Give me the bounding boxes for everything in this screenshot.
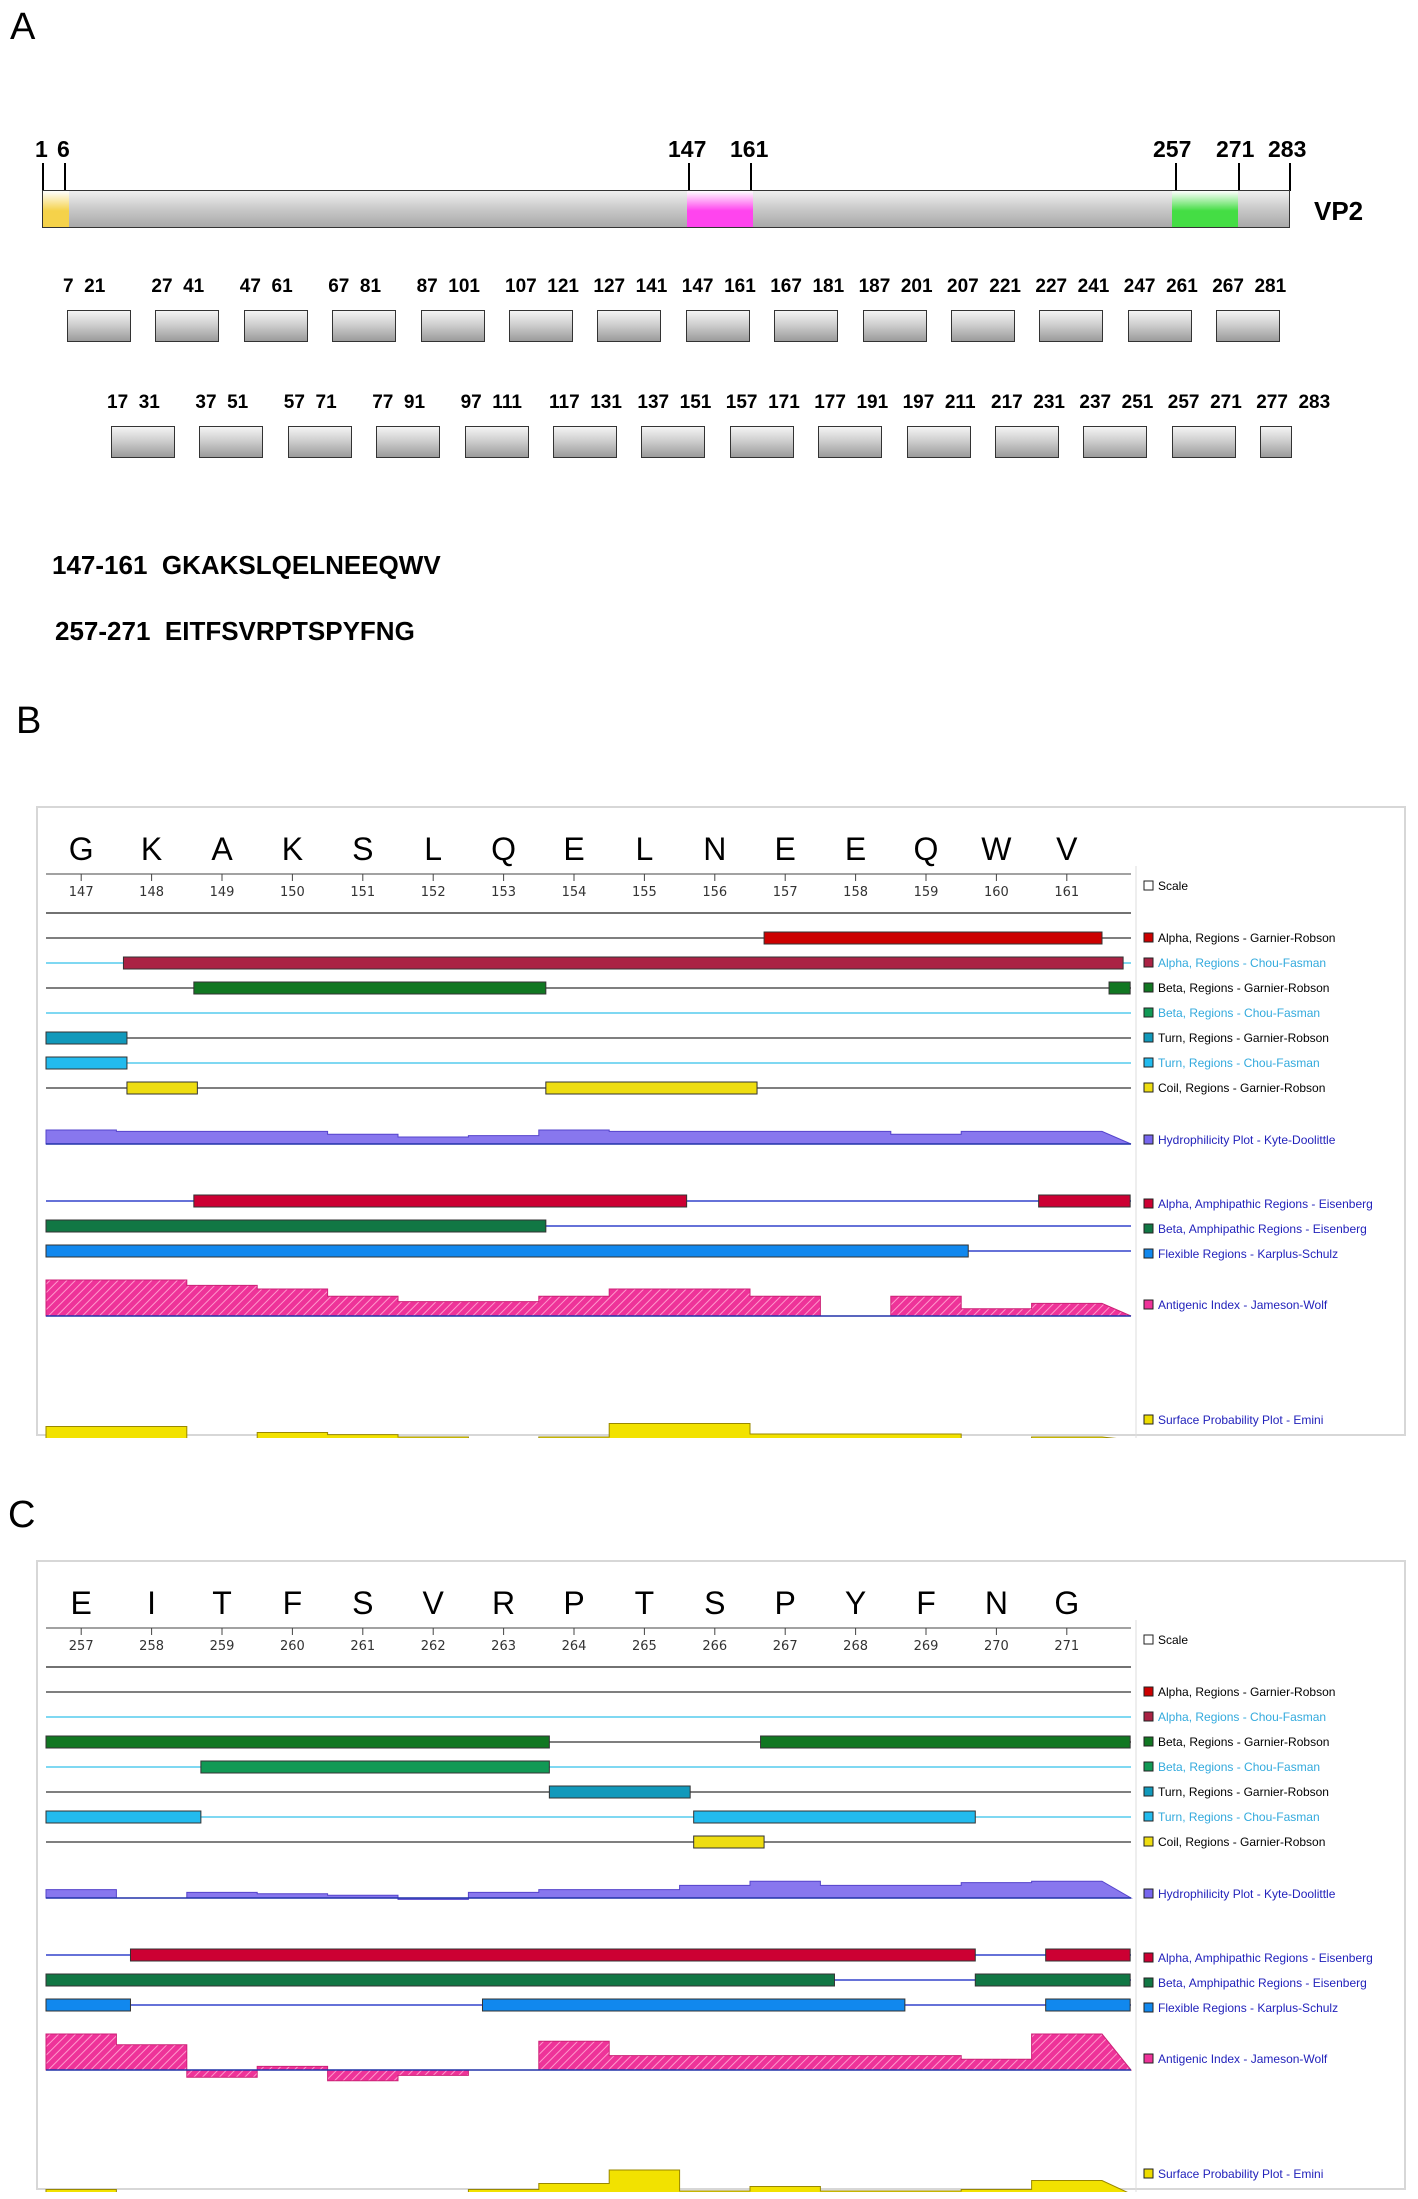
peptide-label	[637, 392, 711, 414]
surface-probability-plot	[46, 2170, 1131, 2192]
peptide-box	[686, 310, 750, 342]
peptide-start: 97	[460, 392, 482, 413]
scale-number: 265	[631, 1639, 657, 1654]
peptide-label	[903, 392, 976, 414]
legend-label: Scale	[1158, 1633, 1189, 1647]
legend-label: Turn, Regions - Garnier-Robson	[1158, 1031, 1329, 1045]
peptide-box	[421, 310, 485, 342]
residue-letter: I	[147, 1585, 157, 1621]
legend-label: Alpha, Amphipathic Regions - Eisenberg	[1158, 1197, 1373, 1211]
residue-letter: G	[68, 831, 94, 867]
residue-letter: E	[70, 1585, 92, 1621]
peptide-box	[641, 426, 705, 458]
peptide-end: 31	[138, 392, 160, 413]
track-region-turn_cf	[46, 1811, 201, 1823]
peptide-label	[814, 392, 888, 414]
peptide-end: 251	[1121, 392, 1154, 413]
peptide-end: 81	[359, 276, 382, 297]
legend-label: Alpha, Regions - Chou-Fasman	[1158, 956, 1327, 970]
peptide-start: 167	[770, 276, 802, 297]
legend-label: Alpha, Regions - Garnier-Robson	[1158, 931, 1336, 945]
peptide-end: 201	[900, 276, 933, 297]
residue-letter: S	[352, 831, 374, 867]
vp2-highlight-segment	[687, 191, 753, 227]
legend-swatch	[1144, 1978, 1153, 1987]
protean-plot-b	[36, 806, 1406, 1436]
peptide-box	[1039, 310, 1103, 342]
peptide-label	[505, 276, 579, 298]
track-region-flexible	[1046, 1999, 1130, 2011]
legend-swatch	[1144, 2003, 1153, 2012]
sequence-line-2	[55, 616, 415, 647]
peptide-box	[332, 310, 396, 342]
vp2-tick-257	[1175, 163, 1177, 191]
peptide-start: 147	[681, 276, 714, 297]
residue-letter: E	[563, 831, 585, 867]
peptide-end: 171	[768, 392, 800, 413]
legend-swatch	[1144, 1300, 1153, 1309]
legend-label: Coil, Regions - Garnier-Robson	[1158, 1081, 1326, 1095]
legend-label: Turn, Regions - Chou-Fasman	[1158, 1810, 1320, 1824]
peptide-start: 157	[725, 392, 758, 413]
vp2-tick-1	[42, 163, 44, 191]
peptide-label	[107, 392, 160, 414]
legend-swatch	[1144, 1008, 1153, 1017]
antigenic-index-plot	[46, 2034, 1131, 2081]
vp2-tick-147	[688, 163, 690, 191]
scale-number: 160	[983, 885, 1009, 900]
peptide-end: 71	[315, 392, 337, 413]
legend-swatch	[1144, 1083, 1153, 1092]
peptide-label	[1256, 392, 1330, 414]
residue-letter: R	[492, 1585, 516, 1621]
legend-swatch	[1144, 1635, 1153, 1644]
peptide-end: 111	[492, 392, 522, 413]
track-region-beta_gr	[1109, 982, 1130, 994]
peptide-start: 267	[1212, 276, 1244, 297]
peptide-box	[1172, 426, 1236, 458]
peptide-label	[417, 276, 480, 298]
peptide-label	[682, 276, 756, 298]
vp2-pos-label: 161	[730, 136, 769, 162]
track-region-beta_cf	[201, 1761, 549, 1773]
track-region-coil_gr	[694, 1836, 764, 1848]
scale-number: 154	[561, 885, 587, 900]
scale-number: 263	[491, 1639, 517, 1654]
legend-swatch	[1144, 1415, 1153, 1424]
peptide-label	[991, 392, 1065, 414]
legend-swatch	[1144, 1249, 1153, 1258]
sequence-line-1	[52, 550, 441, 581]
legend-label: Surface Probability Plot - Emini	[1158, 1413, 1324, 1427]
peptide-end: 221	[989, 276, 1021, 297]
peptide-label	[372, 392, 425, 414]
track-region-alpha_gr	[764, 932, 1102, 944]
vp2-tick-283	[1289, 163, 1291, 191]
peptide-start: 227	[1035, 276, 1068, 297]
scale-number: 266	[702, 1639, 728, 1654]
antigenic-index-plot	[46, 1280, 1131, 1316]
scale-number: 161	[1054, 885, 1080, 900]
legend-swatch	[1144, 958, 1153, 967]
residue-letter: V	[422, 1585, 444, 1621]
legend-swatch	[1144, 1033, 1153, 1042]
legend-label: Alpha, Regions - Garnier-Robson	[1158, 1685, 1336, 1699]
residue-letter: F	[282, 1585, 303, 1621]
legend-label: Beta, Regions - Chou-Fasman	[1158, 1760, 1321, 1774]
scale-number: 159	[913, 885, 939, 900]
residue-letter: F	[916, 1585, 936, 1621]
peptide-end: 241	[1077, 276, 1110, 297]
vp2-pos-label: 257	[1153, 136, 1192, 162]
scale-number: 156	[702, 885, 728, 900]
residue-letter: S	[704, 1585, 726, 1621]
residue-letter: G	[1054, 1585, 1080, 1621]
peptide-end: 101	[448, 276, 480, 297]
scale-number: 270	[983, 1639, 1009, 1654]
peptide-box	[376, 426, 440, 458]
peptide-start: 77	[372, 392, 394, 413]
peptide-start: 217	[991, 392, 1023, 413]
peptide-start: 127	[593, 276, 626, 297]
vp2-pos-label: 6	[57, 136, 70, 162]
vp2-pos-label: 147	[668, 136, 707, 162]
vp2-highlight-segment	[43, 191, 69, 227]
peptide-start: 207	[947, 276, 979, 297]
peptide-label	[328, 276, 381, 298]
scale-number: 271	[1054, 1639, 1080, 1654]
peptide-label	[1079, 392, 1153, 414]
vp2-pos-label: 283	[1268, 136, 1307, 162]
panel-c-letter: C	[8, 1494, 36, 1536]
scale-number: 155	[631, 885, 657, 900]
peptide-label	[593, 276, 667, 298]
track-region-flexible	[482, 1999, 904, 2011]
residue-letter: L	[424, 831, 443, 867]
scale-number: 269	[913, 1639, 939, 1654]
legend-label: Flexible Regions - Karplus-Schulz	[1158, 1247, 1339, 1261]
legend-swatch	[1144, 1889, 1153, 1898]
vp2-label: VP2	[1314, 196, 1364, 226]
track-region-coil_gr	[546, 1082, 757, 1094]
peptide-label	[947, 276, 1021, 298]
legend-label: Flexible Regions - Karplus-Schulz	[1158, 2001, 1339, 2015]
legend-swatch	[1144, 1737, 1153, 1746]
track-region-turn_cf	[694, 1811, 976, 1823]
sequence-range: 257-271	[55, 616, 151, 646]
scale-number: 267	[772, 1639, 798, 1654]
peptide-end: 41	[183, 276, 205, 297]
residue-letter: K	[140, 831, 163, 867]
track-region-turn_gr	[46, 1032, 127, 1044]
scale-number: 264	[561, 1639, 587, 1654]
peptide-end: 91	[403, 392, 426, 413]
peptide-label	[1168, 392, 1242, 414]
residue-letter: E	[844, 831, 867, 867]
residue-letter: Q	[491, 831, 517, 867]
peptide-box	[244, 310, 308, 342]
scale-number: 148	[139, 885, 165, 900]
track-region-beta_gr	[46, 1736, 549, 1748]
peptide-start: 107	[505, 276, 537, 297]
peptide-end: 141	[635, 276, 668, 297]
legend-swatch	[1144, 1787, 1153, 1796]
legend-swatch	[1144, 1135, 1153, 1144]
track-region-beta_gr	[194, 982, 546, 994]
peptide-label	[195, 392, 248, 414]
track-region-alpha_amph	[1046, 1949, 1130, 1961]
track-region-alpha_amph	[194, 1195, 687, 1207]
legend-label: Hydrophilicity Plot - Kyte-Doolittle	[1158, 1133, 1336, 1147]
scale-number: 150	[279, 885, 305, 900]
legend-swatch	[1144, 1712, 1153, 1721]
track-region-beta_gr	[761, 1736, 1131, 1748]
peptide-box	[774, 310, 838, 342]
peptide-start: 47	[239, 276, 261, 297]
protean-svg-b	[38, 808, 1408, 1438]
legend-swatch	[1144, 1199, 1153, 1208]
legend-label: Turn, Regions - Garnier-Robson	[1158, 1785, 1329, 1799]
peptide-end: 283	[1298, 392, 1331, 413]
peptide-label	[549, 392, 622, 414]
peptide-box	[818, 426, 882, 458]
residue-letter: A	[211, 831, 233, 867]
peptide-end: 151	[679, 392, 712, 413]
peptide-start: 237	[1079, 392, 1112, 413]
peptide-start: 67	[328, 276, 350, 297]
track-region-beta_amph	[46, 1974, 834, 1986]
legend-label: Antigenic Index - Jameson-Wolf	[1158, 2052, 1328, 2066]
sequence-text: EITFSVRPTSPYFNG	[164, 616, 415, 646]
peptide-start: 117	[549, 392, 580, 413]
peptide-end: 51	[227, 392, 249, 413]
track-region-coil_gr	[127, 1082, 197, 1094]
scale-number: 147	[68, 885, 94, 900]
track-region-alpha_amph	[130, 1949, 975, 1961]
peptide-box	[288, 426, 352, 458]
residue-letter: T	[634, 1585, 655, 1621]
peptide-end: 271	[1210, 392, 1242, 413]
track-region-alpha_cf	[123, 957, 1123, 969]
residue-letter: K	[281, 831, 304, 867]
peptide-start: 7	[63, 276, 74, 297]
legend-swatch	[1144, 2169, 1153, 2178]
peptide-start: 197	[902, 392, 935, 413]
legend-swatch	[1144, 1224, 1153, 1233]
peptide-box	[67, 310, 131, 342]
vp2-pos-label: 1	[35, 136, 48, 162]
peptide-start: 17	[107, 392, 129, 413]
scale-number: 152	[420, 885, 446, 900]
peptide-label	[1124, 276, 1198, 298]
peptide-box	[1083, 426, 1147, 458]
scale-number: 157	[772, 885, 798, 900]
peptide-end: 181	[812, 276, 845, 297]
peptide-box	[155, 310, 219, 342]
vp2-tick-161	[750, 163, 752, 191]
scale-number: 153	[491, 885, 517, 900]
scale-number: 257	[68, 1639, 94, 1654]
residue-letter: W	[981, 831, 1012, 867]
legend-label: Hydrophilicity Plot - Kyte-Doolittle	[1158, 1887, 1336, 1901]
residue-letter: T	[212, 1585, 232, 1621]
peptide-box	[863, 310, 927, 342]
peptide-box	[907, 426, 971, 458]
peptide-box	[1128, 310, 1192, 342]
residue-letter: V	[1056, 831, 1078, 867]
scale-number: 260	[279, 1639, 305, 1654]
vp2-pos-label: 271	[1216, 136, 1255, 162]
residue-letter: P	[563, 1585, 585, 1621]
vp2-tick-6	[64, 163, 66, 191]
peptide-label	[284, 392, 337, 414]
vp2-protein-bar	[42, 190, 1290, 228]
peptide-end: 281	[1254, 276, 1287, 297]
track-region-beta_amph	[975, 1974, 1130, 1986]
track-region-alpha_amph	[1039, 1195, 1131, 1207]
peptide-label	[151, 276, 204, 298]
residue-letter: E	[774, 831, 796, 867]
peptide-end: 21	[84, 276, 106, 297]
scale-number: 149	[209, 885, 235, 900]
track-region-turn_gr	[549, 1786, 690, 1798]
legend-label: Beta, Regions - Chou-Fasman	[1158, 1006, 1321, 1020]
panel-b-letter: B	[16, 700, 42, 742]
track-region-turn_cf	[46, 1057, 127, 1069]
peptide-end: 121	[547, 276, 579, 297]
legend-label: Beta, Regions - Garnier-Robson	[1158, 981, 1330, 995]
scale-number: 259	[209, 1639, 235, 1654]
protean-svg-c	[38, 1562, 1408, 2192]
legend-swatch	[1144, 1812, 1153, 1821]
peptide-box	[1260, 426, 1292, 458]
legend-swatch	[1144, 1058, 1153, 1067]
vp2-highlight-segment	[1172, 191, 1238, 227]
legend-swatch	[1144, 1953, 1153, 1962]
legend-swatch	[1144, 1762, 1153, 1771]
legend-swatch	[1144, 1687, 1153, 1696]
legend-label: Surface Probability Plot - Emini	[1158, 2167, 1324, 2181]
track-region-beta_amph	[46, 1220, 546, 1232]
residue-letter: S	[352, 1585, 374, 1621]
peptide-box	[553, 426, 617, 458]
peptide-end: 161	[724, 276, 756, 297]
legend-swatch	[1144, 881, 1153, 890]
vp2-tick-271	[1238, 163, 1240, 191]
sequence-text: GKAKSLQELNEEQWV	[161, 550, 441, 580]
peptide-end: 211	[944, 392, 976, 413]
residue-letter: Q	[913, 831, 939, 867]
peptide-label	[461, 392, 522, 414]
legend-swatch	[1144, 2054, 1153, 2063]
legend-label: Alpha, Amphipathic Regions - Eisenberg	[1158, 1951, 1373, 1965]
peptide-start: 57	[283, 392, 305, 413]
surface-probability-plot	[46, 1424, 1131, 1439]
peptide-box	[111, 426, 175, 458]
legend-label: Beta, Regions - Garnier-Robson	[1158, 1735, 1330, 1749]
peptide-label	[240, 276, 293, 298]
legend-label: Alpha, Regions - Chou-Fasman	[1158, 1710, 1327, 1724]
peptide-label	[63, 276, 105, 298]
peptide-start: 177	[814, 392, 846, 413]
peptide-end: 191	[856, 392, 889, 413]
peptide-box	[509, 310, 573, 342]
track-region-flexible	[46, 1999, 130, 2011]
protean-plot-c	[36, 1560, 1406, 2190]
legend-swatch	[1144, 983, 1153, 992]
peptide-end: 261	[1166, 276, 1198, 297]
legend-swatch	[1144, 1837, 1153, 1846]
residue-letter: L	[635, 831, 654, 867]
peptide-start: 27	[151, 276, 173, 297]
peptide-label	[1212, 276, 1286, 298]
peptide-box	[465, 426, 529, 458]
legend-label: Beta, Amphipathic Regions - Eisenberg	[1158, 1976, 1367, 1990]
scale-number: 158	[843, 885, 869, 900]
scale-number: 262	[420, 1639, 446, 1654]
peptide-start: 37	[195, 392, 217, 413]
legend-swatch	[1144, 933, 1153, 942]
track-region-flexible	[46, 1245, 968, 1257]
hydrophilicity-plot	[46, 1881, 1131, 1899]
peptide-label	[770, 276, 844, 298]
peptide-box	[995, 426, 1059, 458]
residue-letter: P	[774, 1585, 796, 1621]
peptide-box	[1216, 310, 1280, 342]
peptide-start: 277	[1256, 392, 1288, 413]
legend-label: Coil, Regions - Garnier-Robson	[1158, 1835, 1326, 1849]
peptide-box	[730, 426, 794, 458]
sequence-range: 147-161	[52, 550, 148, 580]
peptide-label	[859, 276, 933, 298]
peptide-end: 61	[271, 276, 293, 297]
peptide-start: 137	[637, 392, 670, 413]
peptide-label	[1035, 276, 1109, 298]
peptide-end: 231	[1033, 392, 1065, 413]
peptide-start: 257	[1167, 392, 1200, 413]
peptide-start: 247	[1123, 276, 1156, 297]
hydrophilicity-plot	[46, 1130, 1131, 1144]
residue-letter: N	[984, 1585, 1008, 1621]
peptide-box	[951, 310, 1015, 342]
peptide-start: 187	[858, 276, 891, 297]
scale-number: 151	[350, 885, 376, 900]
peptide-label	[726, 392, 800, 414]
residue-letter: Y	[844, 1585, 867, 1621]
scale-number: 258	[139, 1639, 165, 1654]
legend-label: Scale	[1158, 879, 1189, 893]
peptide-box	[597, 310, 661, 342]
peptide-start: 87	[416, 276, 438, 297]
legend-label: Antigenic Index - Jameson-Wolf	[1158, 1298, 1328, 1312]
residue-letter: N	[703, 831, 727, 867]
panel-a-letter: A	[10, 6, 36, 48]
legend-label: Turn, Regions - Chou-Fasman	[1158, 1056, 1320, 1070]
peptide-end: 131	[590, 392, 622, 413]
peptide-box	[199, 426, 263, 458]
scale-number: 261	[350, 1639, 376, 1654]
scale-number: 268	[843, 1639, 869, 1654]
legend-label: Beta, Amphipathic Regions - Eisenberg	[1158, 1222, 1367, 1236]
